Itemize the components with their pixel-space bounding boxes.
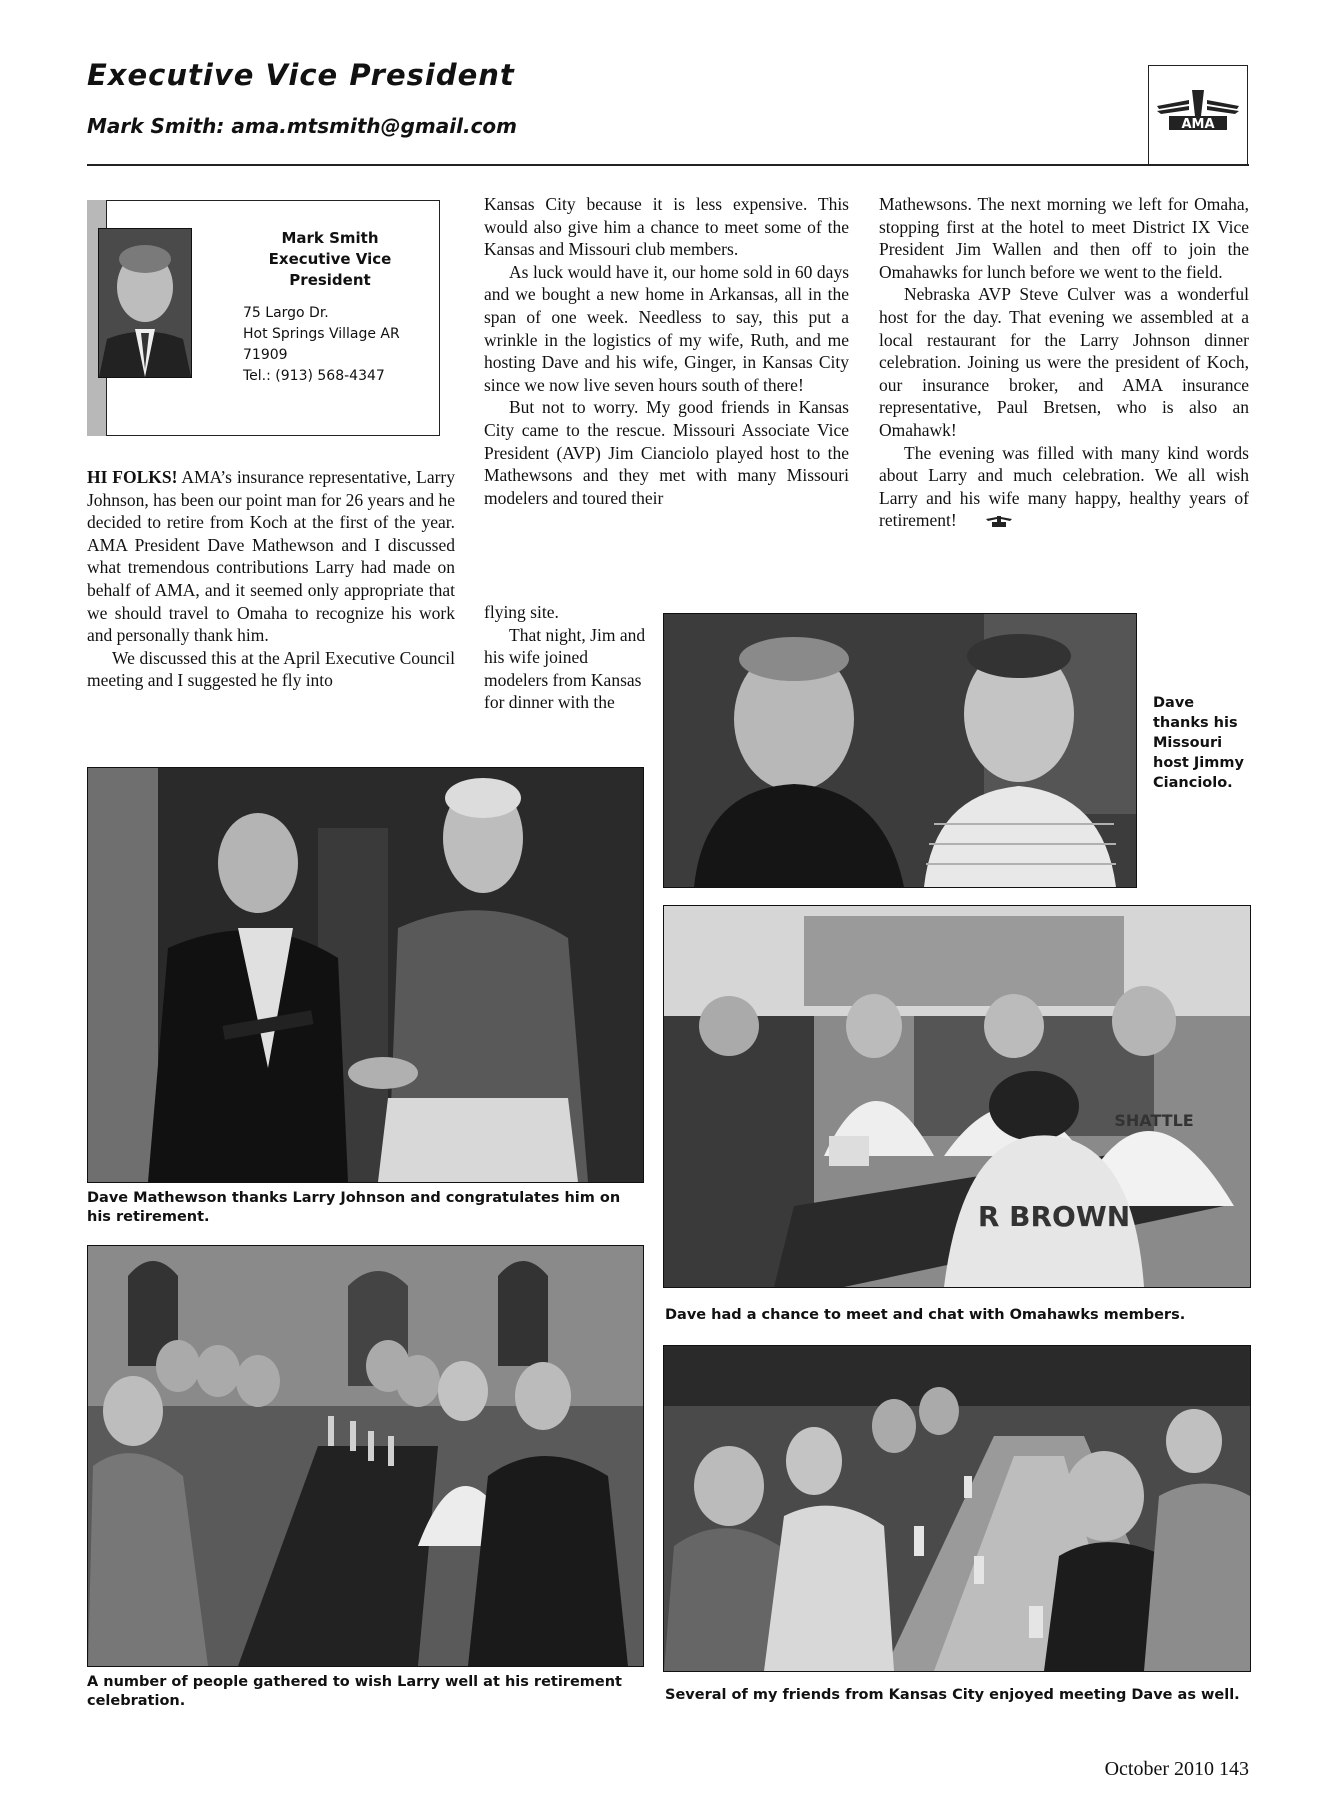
address-phone: Tel.: (913) 568-4347 (243, 368, 385, 384)
end-mark-icon (961, 511, 1012, 534)
photo-handshake (87, 767, 644, 1183)
contact-address (243, 303, 433, 387)
article-paragraph: But not to worry. My good friends in Kansas City came to the rescue. Missouri Associate Vice President (AVP) Jim Cianciolo played host to the Mathewsons and they met with many Missouri modelers and toured their (484, 397, 849, 508)
contact-name (240, 228, 420, 291)
photo-omahawks (663, 905, 1251, 1288)
article-paragraph: As luck would have it, our home sold in 60 days and we bought a new home in Arkansas, all in the span of one week. Needless to say, this put a wrinkle in the logistics of my wife, Ruth, and me hosting Dave and his wife, Ginger, in Kansas City since we now live seven hours south of there! (484, 261, 849, 395)
caption-jimmy: Dave thanks his Missouri host Jimmy Cianciolo. (1153, 695, 1244, 791)
address-street: 75 Largo Dr. (243, 305, 329, 321)
ama-logo-text: AMA (1181, 117, 1215, 132)
article-paragraph: flying site. (484, 602, 559, 622)
article-column-2-narrow (484, 601, 647, 714)
lead-in: HI FOLKS! (87, 467, 178, 487)
contact-name-line2: Executive Vice (268, 250, 392, 268)
author-email-line: Mark Smith: ama.mtsmith@gmail.com (87, 114, 518, 138)
article-paragraph: We discussed this at the April Executive Council meeting and I suggested he fly into (87, 647, 455, 691)
article-column-2 (484, 193, 849, 509)
caption-handshake: Dave Mathewson thanks Larry Johnson and congratulates him on his retirement. (87, 1190, 621, 1225)
article-column-3 (879, 193, 1249, 534)
shirt-text-rbrown: R BROWN (977, 1200, 1131, 1233)
article-paragraph (879, 442, 1249, 534)
caption-dinner: A number of people gathered to wish Larry well at his retirement celebration. (87, 1674, 622, 1709)
page-title: Executive Vice President (87, 58, 515, 92)
address-city: Hot Springs Village AR (243, 326, 400, 342)
article-paragraph: Kansas City because it is less expensive. This would also give him a chance to meet some of the Kansas and Missouri club members. (484, 194, 849, 260)
photo-jimmy-cianciolo (663, 613, 1137, 888)
header-rule (87, 164, 1249, 166)
contact-name-line1: Mark Smith (281, 229, 379, 247)
ama-logo (1148, 65, 1248, 165)
article-column-1 (87, 466, 455, 692)
paragraph-text: The evening was filled with many kind words about Larry and much celebration. We all wish Larry and his wife many happy, healthy years of retirement! (879, 442, 1249, 531)
contact-name-line3: President (289, 271, 371, 289)
article-paragraph (87, 466, 455, 647)
article-paragraph: That night, Jim and his wife joined modelers from Kansas for dinner with the (484, 624, 646, 713)
caption-omahawks: Dave had a chance to meet and chat with Omahawks members. (665, 1307, 1186, 1323)
portrait-photo (98, 228, 192, 378)
page-number: October 2010 143 (1104, 1758, 1249, 1780)
photo-kansas-city (663, 1345, 1251, 1672)
paragraph-text: AMA’s insurance representative, Larry Johnson, has been our point man for 26 years and he decided to retire from Koch at the first of the year. AMA President Dave Mathewson and I discussed what tremendous contributions Larry had made on behalf of AMA, and it seemed only appropriate that we should travel to Omaha to recognize his work and personally thank him. (87, 467, 455, 646)
shirt-text-shattle: SHATTLE (1114, 1111, 1194, 1130)
article-paragraph: Mathewsons. The next morning we left for Omaha, stopping first at the hotel to meet District IX Vice President Jim Wallen and then off to join the Omahawks for lunch before we went to the field. (879, 194, 1249, 282)
photo-dinner (87, 1245, 644, 1667)
caption-kansas-city: Several of my friends from Kansas City enjoyed meeting Dave as well. (665, 1687, 1240, 1703)
address-zip: 71909 (243, 347, 288, 363)
article-paragraph: Nebraska AVP Steve Culver was a wonderful host for the day. That evening we assembled at a local restaurant for the Larry Johnson dinner celebration. Joining us were the president of Koch, our insurance broker, and AMA insurance representative, Paul Bretsen, who is also an Omahawk! (879, 284, 1249, 440)
